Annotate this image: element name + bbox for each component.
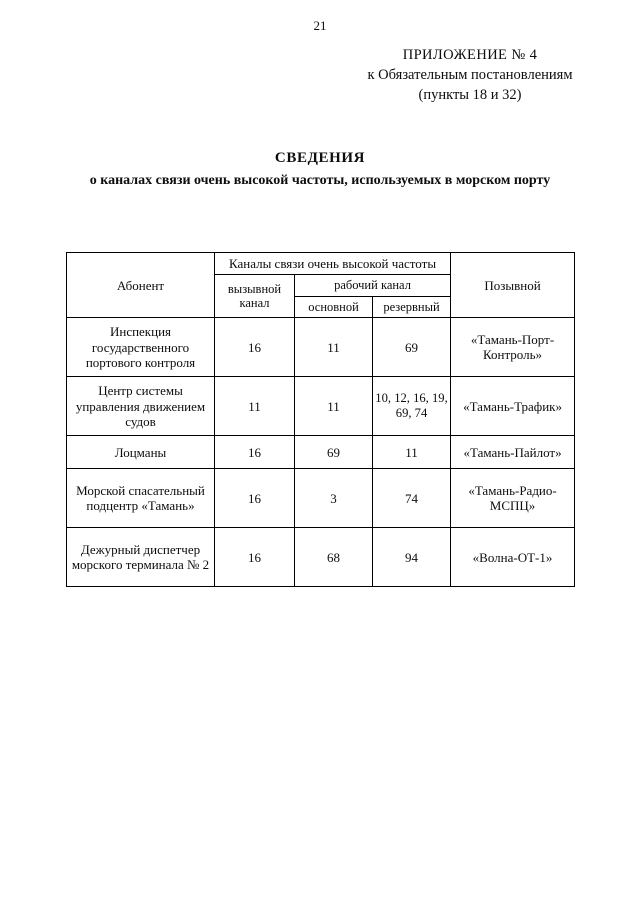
cell-callsign: «Тамань-Трафик»	[451, 377, 575, 436]
cell-reserve-channel: 11	[373, 436, 451, 469]
table-row	[67, 528, 575, 587]
header-working-channel: рабочий канал	[295, 275, 451, 297]
appendix-reference: к Обязательным постановлениям	[367, 67, 573, 83]
header-main-channel: основной	[295, 296, 373, 318]
header-call-channel: вызывной канал	[215, 275, 295, 318]
cell-subscriber: Дежурный диспетчер морского терминала № 2	[67, 528, 215, 587]
cell-call-channel: 16	[215, 528, 295, 587]
cell-main-channel: 3	[295, 469, 373, 528]
table-row	[67, 318, 575, 377]
table-body	[67, 318, 575, 587]
cell-callsign: «Тамань-Пайлот»	[451, 436, 575, 469]
table-row	[67, 469, 575, 528]
cell-reserve-channel: 94	[373, 528, 451, 587]
cell-main-channel: 69	[295, 436, 373, 469]
appendix-title: ПРИЛОЖЕНИЕ № 4	[402, 47, 538, 63]
table-header	[67, 253, 575, 318]
appendix-block	[340, 45, 600, 105]
appendix-items: (пункты 18 и 32)	[418, 87, 522, 103]
header-reserve-channel: резервный	[373, 296, 451, 318]
cell-reserve-channel: 10, 12, 16, 19, 69, 74	[373, 377, 451, 436]
cell-main-channel: 11	[295, 318, 373, 377]
cell-callsign: «Волна-ОТ-1»	[451, 528, 575, 587]
page-subtitle: о каналах связи очень высокой частоты, используемых в морском порту	[89, 173, 551, 188]
cell-subscriber: Лоцманы	[67, 436, 215, 469]
header-channels-group: Каналы связи очень высокой частоты	[215, 253, 451, 275]
cell-main-channel: 68	[295, 528, 373, 587]
table-header-row-1	[67, 253, 575, 275]
header-callsign: Позывной	[451, 253, 575, 318]
table-row	[67, 377, 575, 436]
header-subscriber: Абонент	[67, 253, 215, 318]
cell-reserve-channel: 74	[373, 469, 451, 528]
cell-call-channel: 16	[215, 469, 295, 528]
cell-subscriber: Морской спасательный подцентр «Тамань»	[67, 469, 215, 528]
cell-reserve-channel: 69	[373, 318, 451, 377]
page-number: 21	[313, 18, 327, 33]
cell-callsign: «Тамань-Порт-Контроль»	[451, 318, 575, 377]
cell-main-channel: 11	[295, 377, 373, 436]
table-row	[67, 436, 575, 469]
cell-call-channel: 16	[215, 436, 295, 469]
vhf-channels-table	[66, 252, 575, 587]
cell-callsign: «Тамань-Радио-МСПЦ»	[451, 469, 575, 528]
cell-call-channel: 16	[215, 318, 295, 377]
page-title: СВЕДЕНИЯ	[274, 150, 366, 166]
cell-subscriber: Центр системы управления движением судов	[67, 377, 215, 436]
cell-subscriber: Инспекция государственного портового контроля	[67, 318, 215, 377]
cell-call-channel: 11	[215, 377, 295, 436]
